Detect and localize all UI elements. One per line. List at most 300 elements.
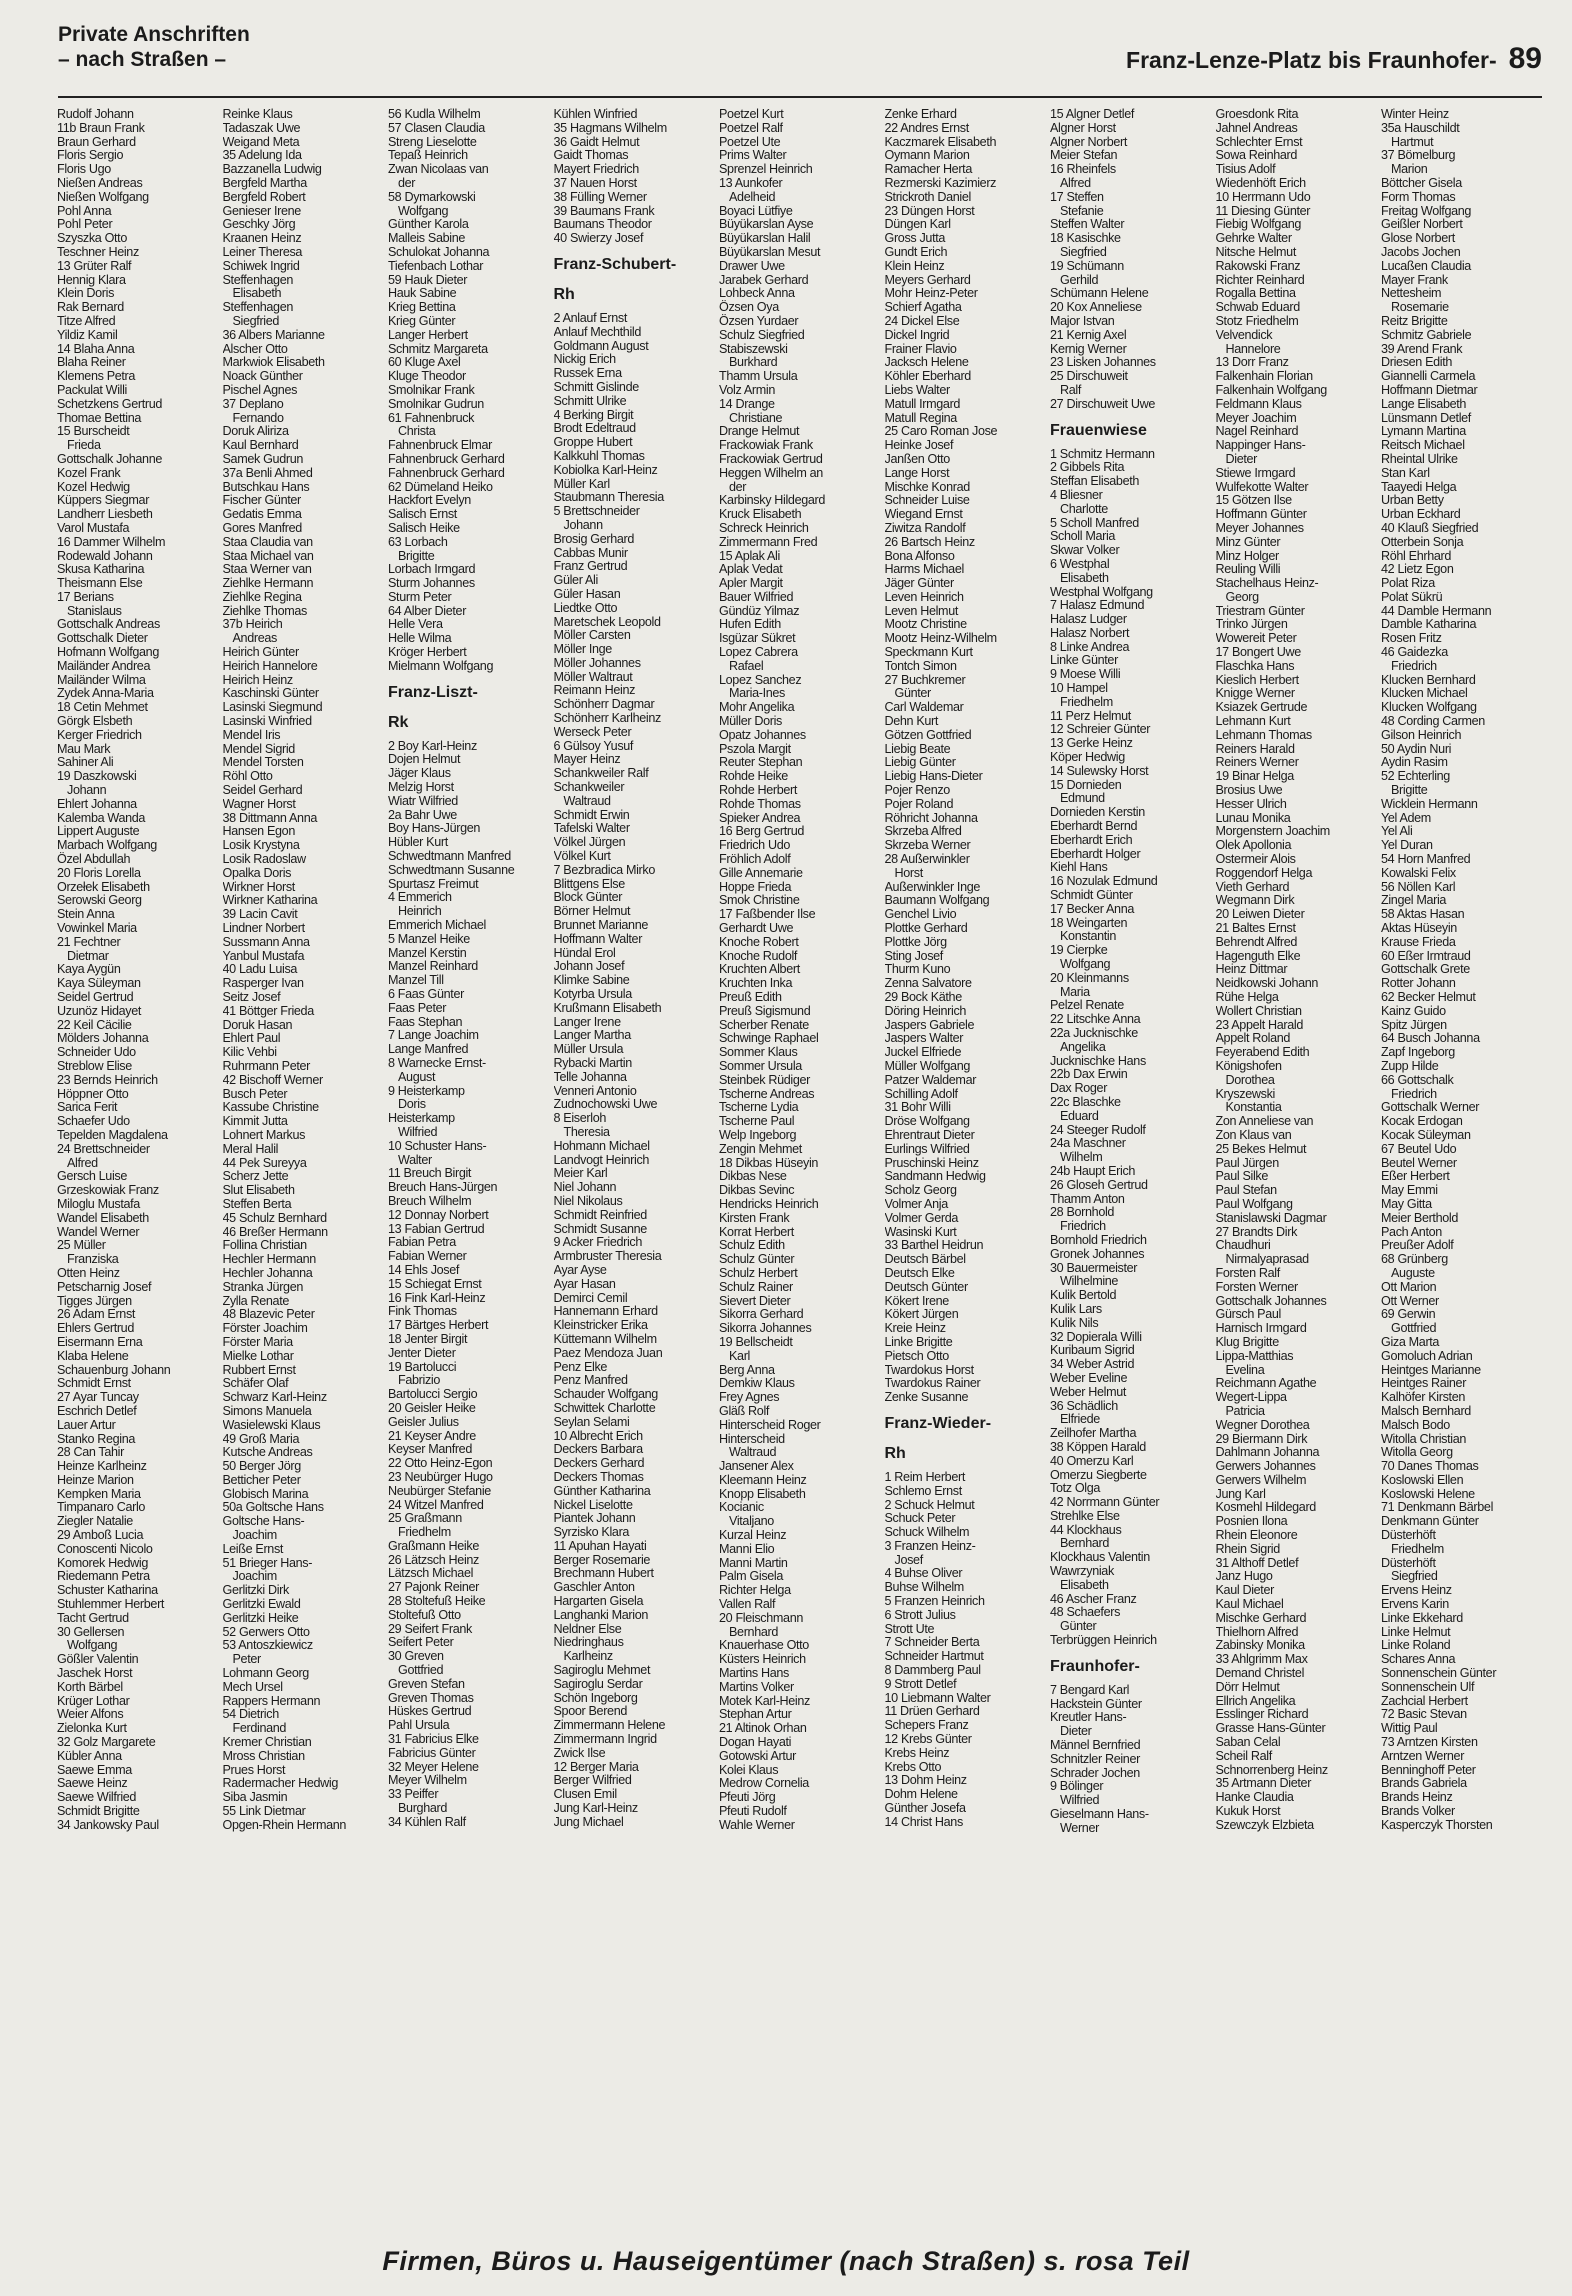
resident-entry: Thurm Kuno [884, 962, 951, 977]
resident-entry: Seidel Gerhard [222, 783, 303, 798]
resident-entry: Richter Helga [719, 1583, 791, 1598]
resident-entry: Landvogt Heinrich [553, 1152, 650, 1167]
resident-entry: 7 Halasz Edmund [1050, 598, 1145, 613]
resident-entry: Ehrentraut Dieter [884, 1127, 975, 1142]
resident-entry: Lasinski Siegmund [222, 700, 323, 715]
resident-entry: 21 Fechtner [57, 934, 121, 949]
resident-entry: Spurtasz Freimut [388, 876, 479, 891]
resident-entry: Linke Helmut [1381, 1624, 1451, 1639]
resident-entry: Schnorrenberg Heinz [1215, 1762, 1328, 1777]
resident-entry: Zenna Salvatore [884, 976, 972, 991]
resident-entry: Opatz Johannes [719, 727, 806, 742]
resident-entry: Brosius Uwe [1215, 783, 1283, 798]
resident-entry: Hendricks Heinrich [719, 1196, 819, 1211]
resident-entry: Meier Karl [553, 1166, 608, 1181]
resident-entry: Pahl Ursula [388, 1718, 450, 1733]
entry-continuation: Christa [398, 424, 436, 439]
resident-entry: 2 Gibbels Rita [1050, 460, 1125, 475]
resident-entry: Tigges Jürgen [57, 1293, 132, 1308]
resident-entry: Gößler Valentin [57, 1652, 139, 1667]
resident-entry: 54 Dietrich [222, 1707, 279, 1722]
resident-entry: Ruhrmann Peter [222, 1058, 310, 1073]
resident-entry: Halasz Ludger [1050, 612, 1127, 627]
resident-entry: Jung Karl [1215, 1486, 1266, 1501]
resident-entry: Petscharnig Josef [57, 1279, 152, 1294]
resident-entry: Patzer Waldemar [884, 1072, 977, 1087]
resident-entry: Nießen Wolfgang [57, 189, 149, 204]
resident-entry: Krebs Otto [884, 1759, 942, 1774]
resident-entry: Kleemann Heinz [719, 1472, 807, 1487]
resident-entry: 8 Linke Andrea [1050, 639, 1130, 654]
resident-entry: Dahlmann Johanna [1215, 1445, 1320, 1460]
resident-entry: Richter Reinhard [1215, 272, 1305, 287]
resident-entry: Kaul Bernhard [222, 438, 299, 453]
resident-entry: Frackowiak Gertrud [719, 451, 823, 466]
resident-entry: Wegmann Dirk [1215, 893, 1295, 908]
header-right [1126, 42, 1542, 76]
resident-entry: Zenke Erhard [884, 108, 957, 121]
resident-entry: 38 Dittmann Anna [222, 810, 318, 825]
resident-entry: 71 Denkmann Bärbel [1381, 1500, 1494, 1515]
resident-entry: Lucaßen Claudia [1381, 258, 1471, 273]
resident-entry: Hauk Sabine [388, 286, 457, 301]
resident-entry: Stotz Friedhelm [1215, 313, 1299, 328]
directory-columns [57, 108, 1547, 2243]
resident-entry: Opalka Doris [222, 865, 292, 880]
resident-entry: Büyükarslan Mesut [719, 244, 821, 259]
resident-entry: Terbrüggen Heinrich [1050, 1633, 1157, 1648]
resident-entry: Meral Halil [222, 1141, 279, 1156]
resident-entry: Gerlitzki Dirk [222, 1583, 289, 1598]
resident-entry: Stanko Regina [57, 1431, 136, 1446]
resident-entry: 54 Horn Manfred [1381, 852, 1471, 867]
resident-entry: Skrzeba Werner [884, 838, 971, 853]
resident-entry: Zon Klaus van [1215, 1127, 1292, 1142]
resident-entry: Wiedenhöft Erich [1215, 175, 1306, 190]
resident-entry: Sievert Dieter [719, 1293, 791, 1308]
entry-continuation: Friedhelm [1391, 1541, 1444, 1556]
resident-entry: 7 Bengard Karl [1050, 1682, 1130, 1697]
resident-entry: Globisch Marina [222, 1486, 309, 1501]
resident-entry: 16 Fink Karl-Heinz [388, 1290, 486, 1305]
resident-entry: Urban Eckhard [1381, 507, 1461, 522]
resident-entry: 32 Golz Margarete [57, 1735, 156, 1750]
directory-column [719, 108, 885, 2243]
resident-entry: Linke Ekkehard [1381, 1610, 1463, 1625]
resident-entry: Pischel Agnes [222, 382, 298, 397]
entry-continuation: Wilhelmine [1060, 1274, 1119, 1289]
resident-entry: Jahnel Andreas [1215, 120, 1298, 135]
resident-entry: 22 Litschke Anna [1050, 1012, 1141, 1027]
resident-entry: Schmidt Reinfried [553, 1207, 647, 1222]
entry-continuation: Dorothea [1225, 1072, 1275, 1087]
resident-entry: Block Günter [553, 890, 623, 905]
resident-entry: Lünsmann Detlef [1381, 410, 1471, 425]
resident-entry: 17 Steffen [1050, 189, 1104, 204]
resident-entry: Gaidt Thomas [553, 148, 629, 163]
resident-entry: Reitsch Michael [1381, 438, 1465, 453]
resident-entry: Stanislawski Dagmar [1215, 1210, 1327, 1225]
resident-entry: Rubbert Ernst [222, 1362, 296, 1377]
resident-entry: Steffenhagen [222, 272, 294, 287]
resident-entry: Hennig Klara [57, 272, 126, 287]
resident-entry: Matull Regina [884, 410, 957, 425]
resident-entry: Kruck Elisabeth [719, 507, 802, 522]
resident-entry: Posnien Ilona [1215, 1514, 1288, 1529]
entry-continuation: Frieda [67, 438, 101, 453]
resident-entry: Dickel Ingrid [884, 327, 950, 342]
resident-entry: Lunau Monika [1215, 810, 1291, 825]
resident-entry: Kurzal Heinz [719, 1528, 787, 1543]
resident-entry: Manzel Reinhard [388, 959, 478, 974]
entry-continuation: Friedhelm [1060, 694, 1113, 709]
resident-entry: 24 Brettschneider [57, 1141, 150, 1156]
resident-entry: Reimann Heinz [553, 683, 636, 698]
resident-entry: Tscherne Lydia [719, 1100, 799, 1115]
resident-entry: Liedtke Otto [553, 600, 618, 615]
resident-entry: Außerwinkler Inge [884, 879, 981, 894]
resident-entry: Nickig Erich [553, 352, 616, 367]
resident-entry: Schreck Heinrich [719, 520, 809, 535]
resident-entry: Dornieden Kerstin [1050, 805, 1145, 820]
resident-entry: Deckers Barbara [553, 1442, 643, 1457]
resident-entry: Dogan Hayati [719, 1735, 792, 1750]
resident-entry: Sting Josef [884, 948, 943, 963]
resident-entry: Dröse Wolfgang [884, 1114, 970, 1129]
resident-entry: Lauer Artur [57, 1417, 116, 1432]
resident-entry: 1 Schmitz Hermann [1050, 446, 1155, 461]
resident-entry: Lindner Norbert [222, 921, 305, 936]
resident-entry: Greven Thomas [388, 1690, 474, 1705]
resident-entry: Lasinski Winfried [222, 714, 312, 729]
resident-entry: Kreie Heinz [884, 1321, 946, 1336]
resident-entry: Witolla Georg [1381, 1445, 1453, 1460]
resident-entry: 25 Graßmann [388, 1511, 462, 1526]
resident-entry: Neubürger Stefanie [388, 1483, 491, 1498]
resident-entry: 33 Peiffer [388, 1787, 439, 1802]
resident-entry: Mielke Lothar [222, 1348, 294, 1363]
entry-continuation: Wolfgang [67, 1638, 118, 1653]
resident-entry: Melzig Horst [388, 780, 454, 795]
resident-entry: Leven Heinrich [884, 589, 964, 604]
resident-entry: May Emmi [1381, 1183, 1438, 1198]
resident-entry: Eberhardt Erich [1050, 832, 1133, 847]
resident-entry: Fahnenbruck Gerhard [388, 451, 505, 466]
resident-entry: Langhanki Marion [553, 1607, 649, 1622]
resident-entry: Küsters Heinrich [719, 1652, 806, 1667]
entry-continuation: Horst [894, 865, 923, 880]
resident-entry: Zapf Ingeborg [1381, 1045, 1455, 1060]
resident-entry: 16 Rheinfels [1050, 162, 1116, 177]
resident-entry: Hoffmann Günter [1215, 507, 1307, 522]
street-heading: Franz-Liszt- [388, 683, 478, 701]
resident-entry: Paul Silke [1215, 1169, 1269, 1184]
resident-entry: Schmidt Erwin [553, 807, 630, 822]
resident-entry: Tepaß Heinrich [388, 148, 468, 163]
resident-entry: Berger Rosemarie [553, 1552, 651, 1567]
resident-entry: Thamm Anton [1050, 1191, 1125, 1206]
entry-continuation: der [398, 175, 416, 190]
resident-entry: Scherber Renate [719, 1017, 809, 1032]
entry-continuation: Walter [398, 1152, 432, 1167]
resident-entry: 57 Clasen Claudia [388, 120, 485, 135]
resident-entry: 25 Caro Roman Jose [884, 424, 998, 439]
resident-entry: 17 Faßbender Ilse [719, 907, 816, 922]
resident-entry: Hoffmann Walter [553, 931, 643, 946]
entry-continuation: Joachim [232, 1528, 277, 1543]
resident-entry: Kruchten Inka [719, 976, 793, 991]
resident-entry: Pfeuti Jörg [719, 1790, 776, 1805]
resident-entry: Ehlert Paul [222, 1031, 281, 1046]
resident-entry: Schwittek Charlotte [553, 1400, 656, 1415]
entry-continuation: Adelheid [729, 189, 776, 204]
resident-entry: Scholz Georg [884, 1183, 957, 1198]
resident-entry: 26 Bartsch Heinz [884, 534, 975, 549]
resident-entry: 34 Weber Astrid [1050, 1357, 1135, 1372]
resident-entry: Gross Jutta [884, 231, 946, 246]
resident-entry: Heisterkamp [388, 1111, 455, 1126]
entry-continuation: Johann [563, 517, 603, 532]
entry-continuation: Wilfried [1060, 1793, 1100, 1808]
resident-entry: Schön Ingeborg [553, 1690, 638, 1705]
resident-entry: Reinke Klaus [222, 108, 293, 121]
resident-entry: Schmidt Ernst [57, 1376, 131, 1391]
resident-entry: Neidkowski Johann [1215, 976, 1319, 991]
resident-entry: Harnisch Irmgard [1215, 1321, 1307, 1336]
resident-entry: 12 Berger Maria [553, 1759, 639, 1774]
entry-continuation: Rafael [729, 658, 764, 673]
resident-entry: Kerger Friedrich [57, 727, 142, 742]
resident-entry: Eschrich Detlef [57, 1403, 137, 1418]
resident-entry: Wiegand Ernst [884, 507, 963, 522]
resident-entry: Skrzeba Alfred [884, 824, 962, 839]
resident-entry: 15 Götzen Ilse [1215, 493, 1292, 508]
resident-entry: Reiners Harald [1215, 741, 1295, 756]
resident-entry: 11b Braun Frank [57, 120, 145, 135]
resident-entry: Kasperczyk Thorsten [1381, 1817, 1493, 1832]
resident-entry: Weier Alfons [57, 1707, 124, 1722]
resident-entry: Sonnenschein Günter [1381, 1666, 1497, 1681]
resident-entry: Nießen Andreas [57, 175, 143, 190]
resident-entry: Doruk Hasan [222, 1017, 293, 1032]
resident-entry: Manzel Kerstin [388, 945, 467, 960]
resident-entry: Schwedtmann Susanne [388, 862, 515, 877]
resident-entry: Kulik Nils [1050, 1315, 1099, 1330]
resident-entry: 56 Nöllen Karl [1381, 879, 1456, 894]
resident-entry: Glose Norbert [1381, 231, 1455, 246]
resident-entry: 30 Bauermeister [1050, 1260, 1138, 1275]
resident-entry: 36 Albers Marianne [222, 327, 325, 342]
resident-entry: 24 Witzel Manfred [388, 1497, 484, 1512]
resident-entry: 61 Fahnenbruck [388, 410, 475, 425]
resident-entry: Sonnenschein Ulf [1381, 1679, 1475, 1694]
resident-entry: Männel Bernfried [1050, 1738, 1141, 1753]
resident-entry: 11 Drüen Gerhard [884, 1704, 980, 1719]
resident-entry: Frey Agnes [719, 1390, 780, 1405]
resident-entry: Müller Wolfgang [884, 1058, 971, 1073]
entry-continuation: Günter [1060, 1619, 1097, 1634]
resident-entry: Lätzsch Michael [388, 1566, 474, 1581]
resident-entry: Martins Volker [719, 1679, 794, 1694]
resident-entry: Scholl Maria [1050, 529, 1116, 544]
resident-entry: Meier Berthold [1381, 1210, 1458, 1225]
resident-entry: Mayer Frank [1381, 272, 1448, 287]
entry-continuation: Marion [1391, 162, 1428, 177]
resident-entry: Pojer Roland [884, 796, 954, 811]
entry-continuation: Andreas [232, 631, 277, 646]
resident-entry: Staa Claudia van [222, 534, 313, 549]
resident-entry: Aktas Hüseyin [1381, 921, 1457, 936]
resident-entry: 17 Becker Anna [1050, 901, 1135, 916]
resident-entry: Komorek Hedwig [57, 1555, 148, 1570]
resident-entry: Schulz Herbert [719, 1265, 798, 1280]
resident-entry: Schulokat Johanna [388, 244, 490, 259]
resident-entry: Damble Katharina [1381, 617, 1477, 632]
resident-entry: Kalhöfer Kirsten [1381, 1390, 1466, 1405]
resident-entry: 55 Link Dietmar [222, 1804, 306, 1819]
resident-entry: Börner Helmut [553, 904, 631, 919]
resident-entry: Kocianic [719, 1500, 764, 1515]
resident-entry: 50a Goltsche Hans [222, 1500, 324, 1515]
resident-entry: 11 Perz Helmut [1050, 708, 1131, 723]
resident-entry: Linke Roland [1381, 1638, 1451, 1653]
header-left-line2: – nach Straßen – [58, 48, 227, 71]
resident-entry: 19 Bellscheidt [719, 1334, 793, 1349]
resident-entry: Faas Stephan [388, 1014, 463, 1029]
resident-entry: Minz Günter [1215, 534, 1281, 549]
resident-entry: 13 Aunkofer [719, 175, 783, 190]
resident-entry: 42 Lietz Egon [1381, 562, 1454, 577]
resident-entry: 18 Weingarten [1050, 915, 1128, 930]
resident-entry: Möller Inge [553, 642, 612, 657]
resident-entry: Deutsch Elke [884, 1265, 955, 1280]
resident-entry: 9 Heisterkamp [388, 1083, 465, 1098]
resident-entry: Kökert Jürgen [884, 1307, 959, 1322]
resident-entry: 38 Fülling Werner [553, 189, 647, 204]
resident-entry: Meyers Gerhard [884, 272, 971, 287]
resident-entry: 52 Echterling [1381, 769, 1450, 784]
resident-entry: Heirich Heinz [222, 672, 293, 687]
entry-continuation: Georg [1225, 589, 1259, 604]
resident-entry: Serowski Georg [57, 893, 142, 908]
resident-entry: Zylla Renate [222, 1293, 289, 1308]
resident-entry: Anlauf Mechthild [553, 324, 642, 339]
resident-entry: Kozel Frank [57, 465, 121, 480]
resident-entry: Bergfeld Martha [222, 175, 307, 190]
resident-entry: Kernig Werner [1050, 341, 1127, 356]
resident-entry: Johann Josef [553, 959, 625, 974]
resident-entry: Mayert Friedrich [553, 162, 639, 177]
resident-entry: Stiewe Irmgard [1215, 465, 1296, 480]
resident-entry: Flaschka Hans [1215, 658, 1295, 673]
resident-entry: Ostermeir Alois [1215, 852, 1296, 867]
resident-entry: Sturm Johannes [388, 576, 475, 591]
resident-entry: Kotyrba Ursula [553, 987, 632, 1002]
resident-entry: 25 Müller [57, 1238, 106, 1253]
resident-entry: Hündal Erol [553, 945, 616, 960]
resident-entry: Cabbas Munir [553, 545, 628, 560]
entry-continuation: Wolfgang [1060, 957, 1111, 972]
resident-entry: Lymann Martina [1381, 424, 1466, 439]
resident-entry: Rhein Eleonore [1215, 1528, 1298, 1543]
resident-entry: Gores Manfred [222, 520, 302, 535]
resident-entry: Oymann Marion [884, 148, 970, 163]
resident-entry: Rohde Heike [719, 769, 788, 784]
entry-continuation: Wilfried [398, 1124, 438, 1139]
resident-entry: Meyer Joachim [1215, 410, 1297, 425]
resident-entry: Emmerich Michael [388, 918, 486, 933]
street-heading: Rh [553, 285, 575, 303]
resident-entry: Kreutler Hans- [1050, 1710, 1127, 1725]
resident-entry: Nickel Liselotte [553, 1497, 633, 1512]
resident-entry: 63 Lorbach [388, 534, 448, 549]
resident-entry: Paul Wolfgang [1215, 1196, 1293, 1211]
resident-entry: Ott Werner [1381, 1293, 1439, 1308]
resident-entry: Ziehlke Hermann [222, 576, 314, 591]
resident-entry: Braun Gerhard [57, 134, 136, 149]
resident-entry: Zabinsky Monika [1215, 1638, 1305, 1653]
resident-entry: Heintges Rainer [1381, 1376, 1467, 1391]
resident-entry: Tscherne Paul [719, 1114, 795, 1129]
resident-entry: Clusen Emil [553, 1787, 617, 1802]
resident-entry: 44 Pek Sureyya [222, 1155, 307, 1170]
resident-entry: Rohde Herbert [719, 783, 798, 798]
resident-entry: Eurlings Wilfried [884, 1141, 970, 1156]
resident-entry: 46 Breßer Hermann [222, 1224, 328, 1239]
resident-entry: Pohl Anna [57, 203, 112, 218]
resident-entry: Noack Günther [222, 369, 303, 384]
resident-entry: Neldner Else [553, 1621, 622, 1636]
resident-entry: Poetzel Kurt [719, 108, 784, 121]
resident-entry: Feldmann Klaus [1215, 396, 1302, 411]
resident-entry: Ervens Karin [1381, 1597, 1449, 1612]
resident-entry: 21 Kernig Axel [1050, 327, 1127, 342]
resident-entry: 32 Meyer Helene [388, 1759, 479, 1774]
resident-entry: Ramacher Herta [884, 162, 972, 177]
resident-entry: Krebs Heinz [884, 1745, 950, 1760]
street-heading: Franz-Schubert- [553, 255, 677, 273]
resident-entry: Maretschek Leopold [553, 614, 661, 629]
resident-entry: Schulz Edith [719, 1238, 785, 1253]
entry-continuation: Franziska [67, 1252, 119, 1267]
resident-entry: 12 Donnay Norbert [388, 1207, 489, 1222]
resident-entry: Franz Gertrud [553, 559, 628, 574]
resident-entry: Schilling Adolf [884, 1086, 958, 1101]
entry-continuation: Karl [729, 1348, 750, 1363]
resident-entry: Preuß Sigismund [719, 1003, 811, 1018]
resident-entry: 4 Berking Birgit [553, 407, 634, 422]
resident-entry: 20 Kleinmanns [1050, 970, 1129, 985]
resident-entry: 56 Kudla Wilhelm [388, 108, 481, 121]
directory-column [885, 108, 1051, 2243]
entry-continuation: Elisabeth [1060, 570, 1109, 585]
resident-entry: Drawer Uwe [719, 258, 785, 273]
resident-entry: Kocak Erdogan [1381, 1114, 1463, 1129]
resident-entry: Möller Carsten [553, 628, 631, 643]
resident-entry: Conoscenti Nicolo [57, 1541, 153, 1556]
resident-entry: Dohm Helene [884, 1787, 958, 1802]
resident-entry: Fiebig Wolfgang [1215, 217, 1302, 232]
resident-entry: Korth Bärbel [57, 1679, 123, 1694]
entry-continuation: Evelina [1225, 1362, 1265, 1377]
entry-continuation: Theresia [563, 1124, 610, 1139]
resident-entry: Helle Vera [388, 617, 443, 632]
resident-entry: Wowereit Peter [1215, 631, 1297, 646]
resident-entry: Demand Christel [1215, 1666, 1305, 1681]
resident-entry: Streng Lieselotte [388, 134, 477, 149]
resident-entry: 37a Benli Ahmed [222, 465, 313, 480]
resident-entry: Klockhaus Valentin [1050, 1550, 1150, 1565]
